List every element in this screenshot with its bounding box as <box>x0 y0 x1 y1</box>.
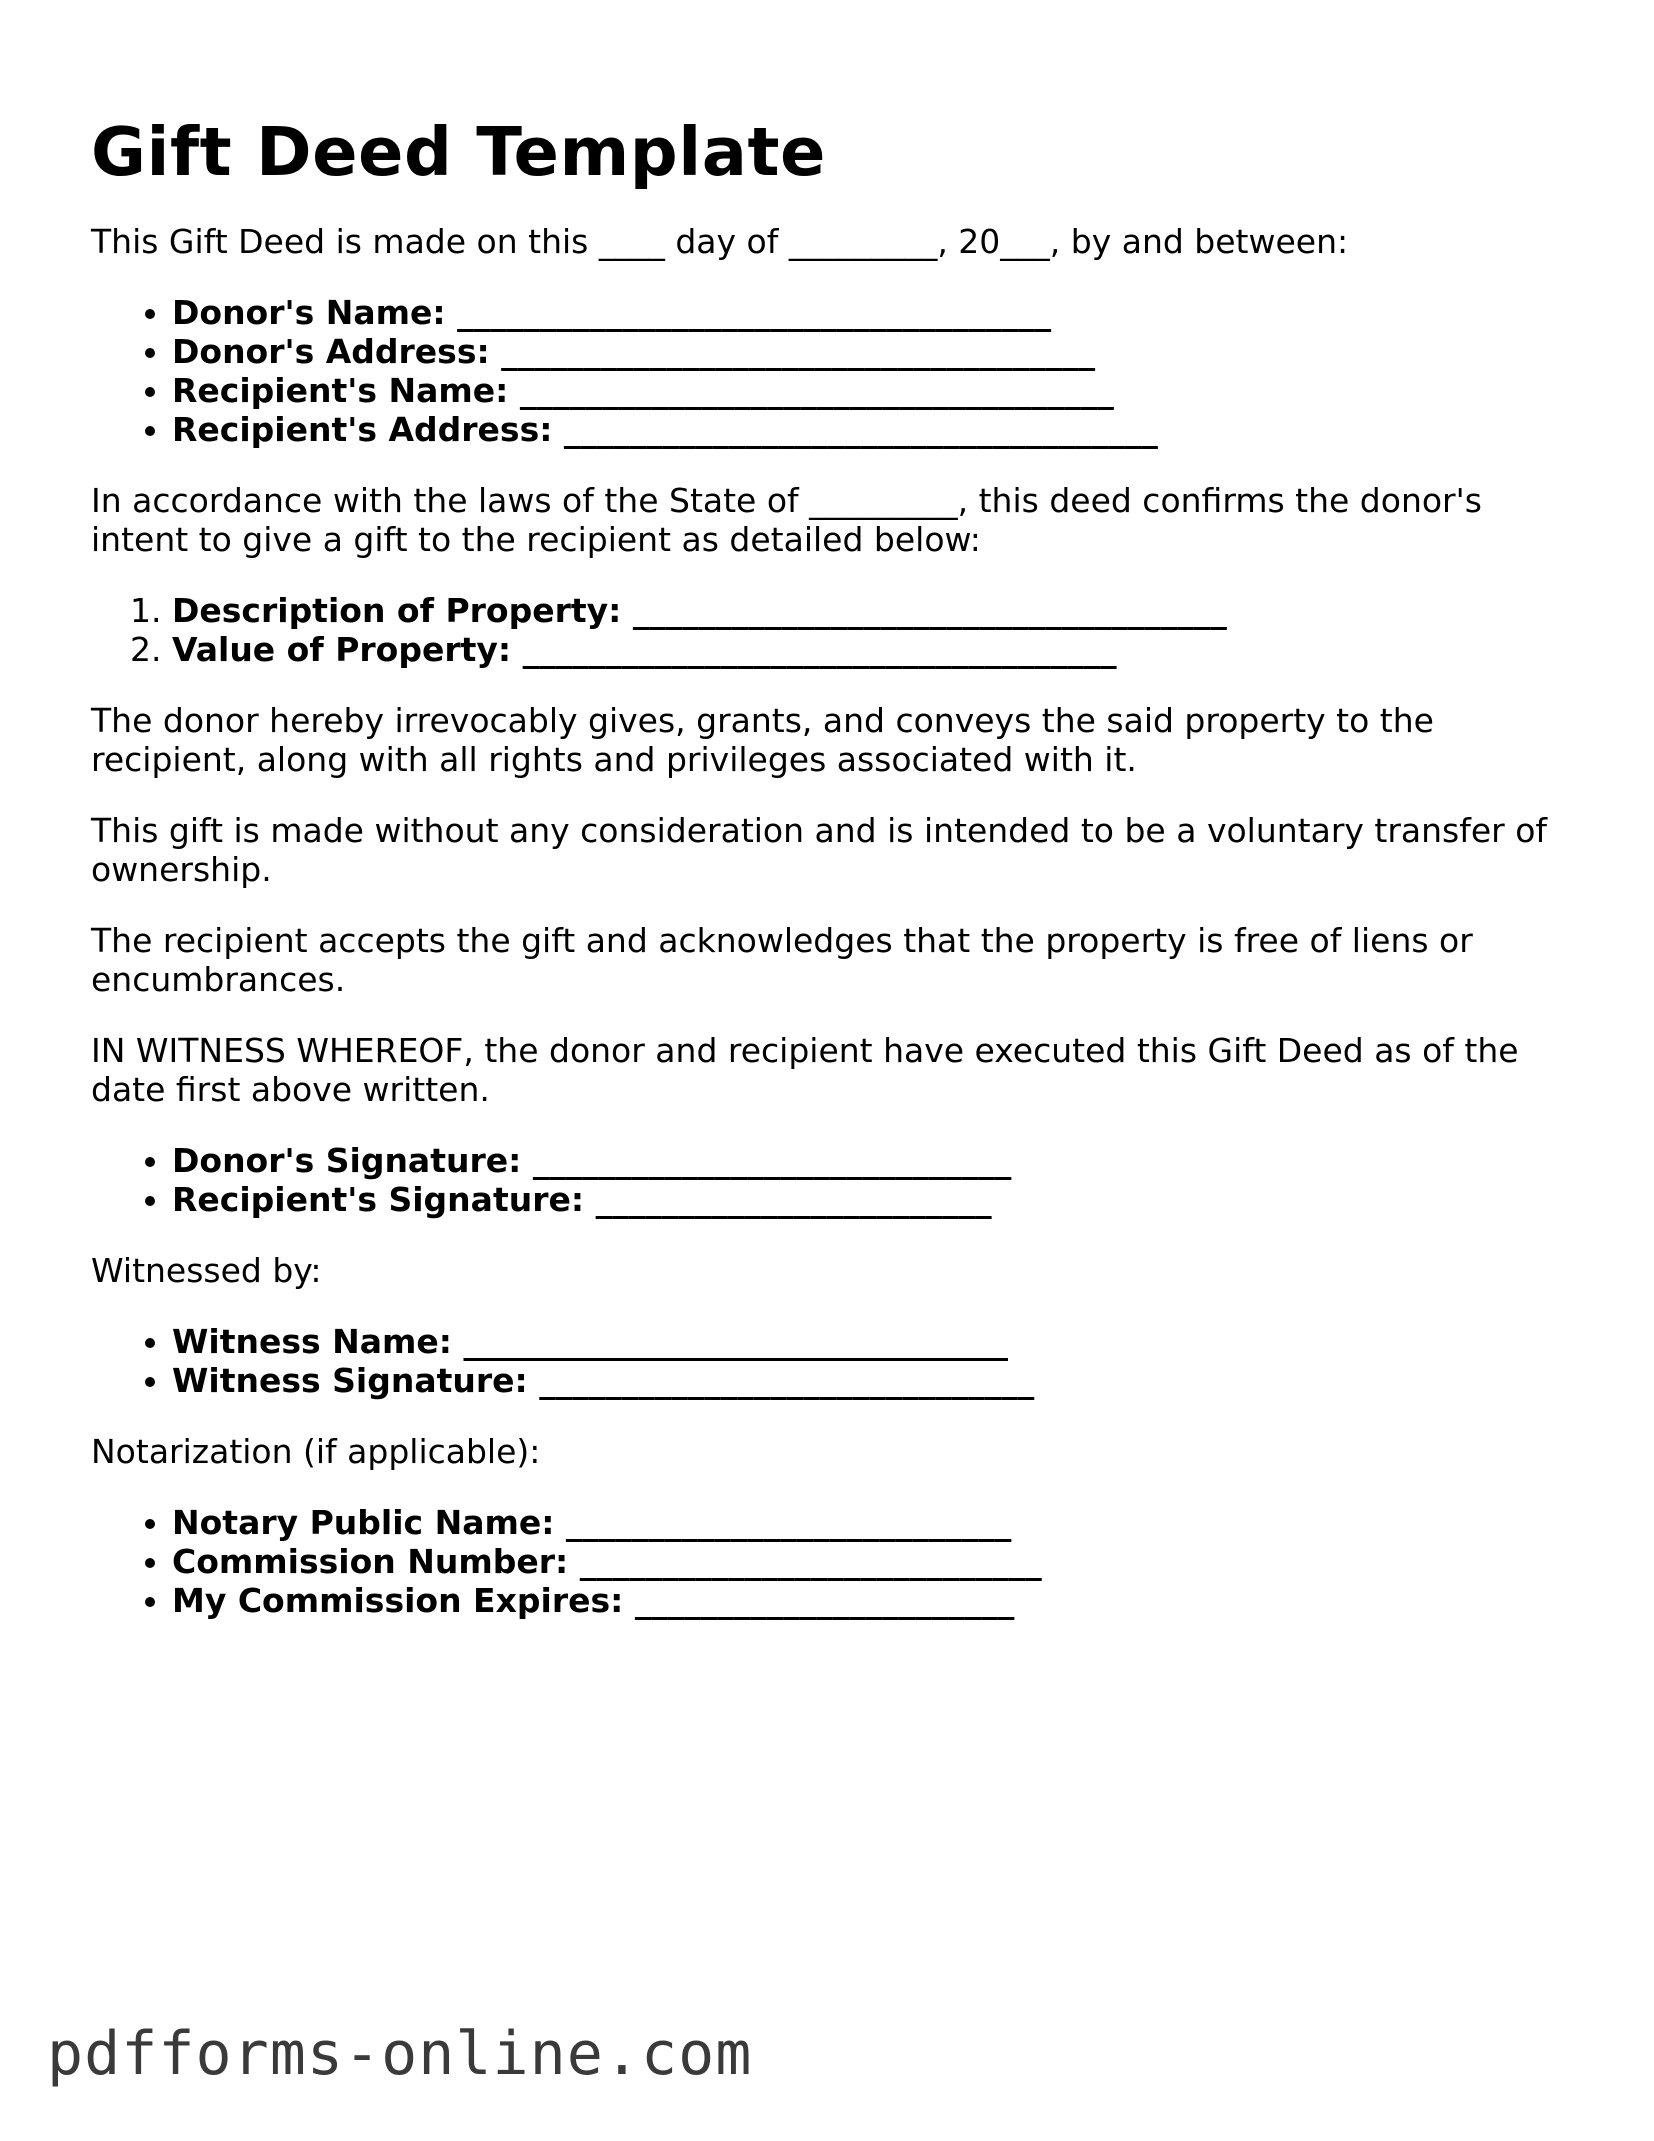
notarization-label: Notarization (if applicable): <box>91 1432 541 1471</box>
witnessed-by-label: Witnessed by: <box>91 1251 322 1290</box>
field-blank[interactable]: _____________________________ <box>521 1141 1012 1180</box>
list-item <box>172 1141 1571 1180</box>
list-item <box>172 630 1571 669</box>
witness-whereof-paragraph: IN WITNESS WHEREOF, the donor and recipient have executed this Gift Deed as of the date first above written. <box>91 1031 1519 1109</box>
list-item <box>172 591 1571 630</box>
field-label: Witness Signature: <box>172 1361 528 1400</box>
list-item <box>172 371 1571 410</box>
witness-list <box>91 1322 1571 1400</box>
list-item <box>172 1581 1571 1620</box>
list-item <box>172 1322 1571 1361</box>
list-item <box>172 1503 1571 1542</box>
list-item <box>172 1542 1571 1581</box>
field-blank[interactable]: ____________________________________ <box>489 332 1096 371</box>
field-label: Value of Property: <box>172 630 512 669</box>
field-label: My Commission Expires: <box>172 1581 624 1620</box>
field-label: Donor's Address: <box>172 332 490 371</box>
list-item <box>172 293 1571 332</box>
field-blank[interactable]: _________________________________ <box>451 1322 1008 1361</box>
field-blank[interactable]: ____________________________________ <box>621 591 1227 630</box>
document-page <box>91 112 1571 1652</box>
field-blank[interactable]: ______________________________ <box>527 1361 1035 1400</box>
field-blank[interactable]: ____________________________________ <box>445 293 1052 332</box>
notary-list <box>91 1503 1571 1620</box>
list-item <box>172 410 1571 449</box>
field-label: Commission Number: <box>172 1542 569 1581</box>
property-list <box>91 591 1571 669</box>
field-blank[interactable]: _______________________ <box>623 1581 1015 1620</box>
field-blank[interactable]: ___________________________ <box>554 1503 1012 1542</box>
field-label: Description of Property: <box>172 591 622 630</box>
consideration-paragraph: This gift is made without any consideration and is intended to be a voluntary transfer of ownership. <box>91 811 1548 889</box>
signatures-list <box>91 1141 1571 1219</box>
list-item <box>172 332 1571 371</box>
field-label: Notary Public Name: <box>172 1503 555 1542</box>
field-label: Witness Name: <box>172 1322 452 1361</box>
field-label: Recipient's Address: <box>172 410 553 449</box>
field-label: Recipient's Signature: <box>172 1180 585 1219</box>
conveys-paragraph: The donor hereby irrevocably gives, grants, and conveys the said property to the recipient, along with all rights and privileges associated with it. <box>91 701 1434 779</box>
field-blank[interactable]: ________________________ <box>584 1180 992 1219</box>
field-blank[interactable]: ____________________________________ <box>508 371 1114 410</box>
intro-paragraph: This Gift Deed is made on this ____ day of _________, 20___, by and between: <box>91 222 1349 261</box>
field-label: Donor's Name: <box>172 293 446 332</box>
page-title: Gift Deed Template <box>91 113 826 191</box>
field-blank[interactable]: ____________________________________ <box>552 410 1158 449</box>
law-paragraph: In accordance with the laws of the State of _________, this deed confirms the donor's intent to give a gift to the recipient as detailed below: <box>91 481 1482 559</box>
list-item <box>172 1180 1571 1219</box>
accepts-paragraph: The recipient accepts the gift and acknowledges that the property is free of liens or encumbrances. <box>91 921 1473 999</box>
field-blank[interactable]: ____________________________________ <box>511 630 1117 669</box>
field-label: Donor's Signature: <box>172 1141 522 1180</box>
field-label: Recipient's Name: <box>172 371 509 410</box>
parties-list <box>91 293 1571 449</box>
field-blank[interactable]: ____________________________ <box>568 1542 1042 1581</box>
watermark-footer: pdfforms-online.com <box>47 2019 753 2089</box>
list-item <box>172 1361 1571 1400</box>
